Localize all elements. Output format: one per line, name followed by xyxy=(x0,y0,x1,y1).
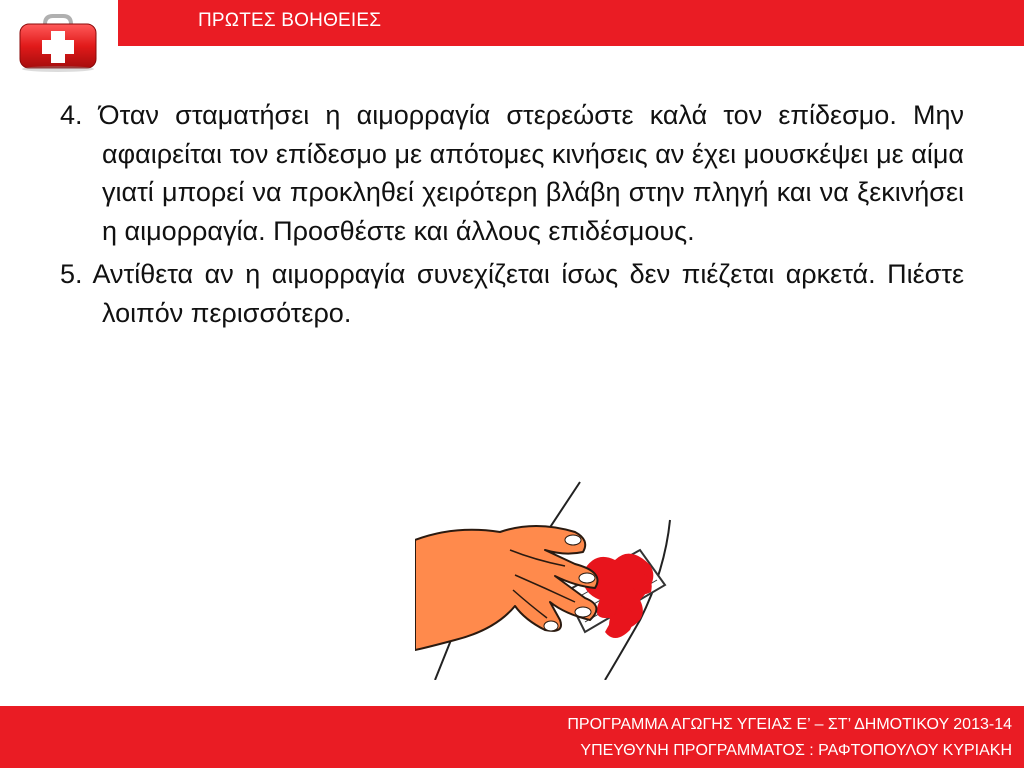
footer-program-line: ΠΡΟΓΡΑΜΜΑ ΑΓΩΓΗΣ ΥΓΕΙΑΣ Ε’ – ΣΤ’ ΔΗΜΟΤΙΚΟΥ 2013-14 xyxy=(567,716,1012,733)
hand-pressing-bandage-icon xyxy=(415,480,675,680)
paragraph-step-4: 4. Όταν σταματήσει η αιμορραγία στερεώστε καλά τον επίδεσμο. Μην αφαιρείται τον επίδεσμο με απότομες κινήσεις αν έχει μουσκέψει με αίμα γιατί μπορεί να προκληθεί χειρότερη βλάβη στην πληγή και να ξεκινήσει η αιμορραγία. Προσθέστε και άλλους επιδέσμους. xyxy=(60,100,964,246)
slide-content xyxy=(60,96,964,337)
first-aid-kit-icon xyxy=(18,14,98,72)
footer-bar xyxy=(0,706,1024,768)
title-bar xyxy=(118,0,1024,46)
page-title: ΠΡΩΤΕΣ ΒΟΗΘΕΙΕΣ xyxy=(198,10,382,31)
paragraph-step-5: 5. Αντίθετα αν η αιμορραγία συνεχίζεται ίσως δεν πιέζεται αρκετά. Πιέστε λοιπόν περισσότερο. xyxy=(60,259,964,328)
footer-responsible-line: ΥΠΕΥΘΥΝΗ ΠΡΟΓΡΑΜΜΑΤΟΣ : ΡΑΦΤΟΠΟΥΛΟΥ ΚΥΡΙΑΚΗ xyxy=(580,742,1012,759)
